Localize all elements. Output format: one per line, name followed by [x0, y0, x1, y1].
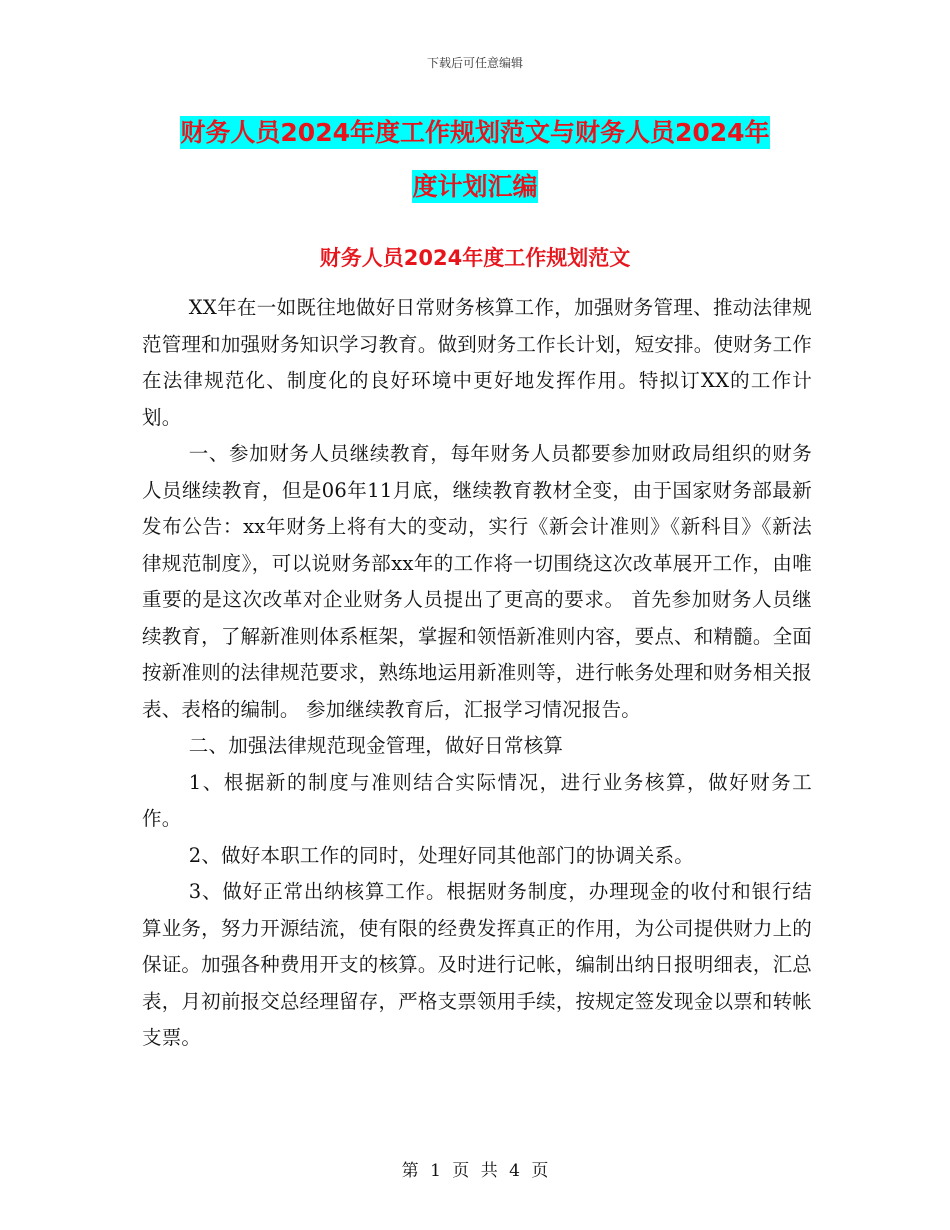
paragraph-subitem-2: 2、做好本职工作的同时，处理好同其他部门的协调关系。: [188, 843, 694, 867]
page-header-note: 下载后可任意编辑: [426, 56, 523, 70]
paragraph-item-2-heading: 二、加强法律规范现金管理，做好日常核算: [188, 734, 564, 757]
document-title: [140, 106, 810, 214]
document-body: [142, 290, 812, 1057]
section-title: 财务人员2024年度工作规划范文: [319, 246, 631, 270]
paragraph-subitem-3: 3、做好正常出纳核算工作。根据财务制度，办理现金的收付和银行结算业务，努力开源结流，使有限的经费发挥真正的作用，为公司提供财力上的保证。加强各种费用开支的核算。及时进行记帐，编制出纳日报明细表，汇总表，月初前报交总经理留存，严格支票领用手续，按规定签发现金以票和转帐支票。: [142, 880, 812, 1049]
paragraph-item-1: 一、参加财务人员继续教育，每年财务人员都要参加财政局组织的财务人员继续教育，但是06年11月底，继续教育教材全变，由于国家财务部最新发布公告：xx年财务上将有大的变动，实行《新会计准则》《新科目》《新法律规范制度》，可以说财务部xx年的工作将一切围绕这次改革展开工作，由唯重要的是这次改革对企业财务人员提出了更高的要求。 首先参加财务人员继续教育，了解新准则体系框架，掌握和领悟新准则内容，要点、和精髓。全面按新准则的法律规范要求，熟练地运用新准则等，进行帐务处理和财务相关报表、表格的编制。 参加继续教育后，汇报学习情况报告。: [142, 442, 812, 721]
document-title-line-1: 财务人员2024年度工作规划范文与财务人员2024年: [180, 118, 770, 147]
paragraph-intro: XX年在一如既往地做好日常财务核算工作，加强财务管理、推动法律规范管理和加强财务知识学习教育。做到财务工作长计划，短安排。使财务工作在法律规范化、制度化的良好环境中更好地发挥作用。特拟订XX的工作计划。: [142, 296, 812, 429]
paragraph-subitem-1: 1、根据新的制度与准则结合实际情况，进行业务核算，做好财务工作。: [142, 770, 812, 830]
document-title-line-2: 度计划汇编: [412, 172, 538, 201]
page-number-footer: 第 1 页 共 4 页: [401, 1161, 549, 1181]
